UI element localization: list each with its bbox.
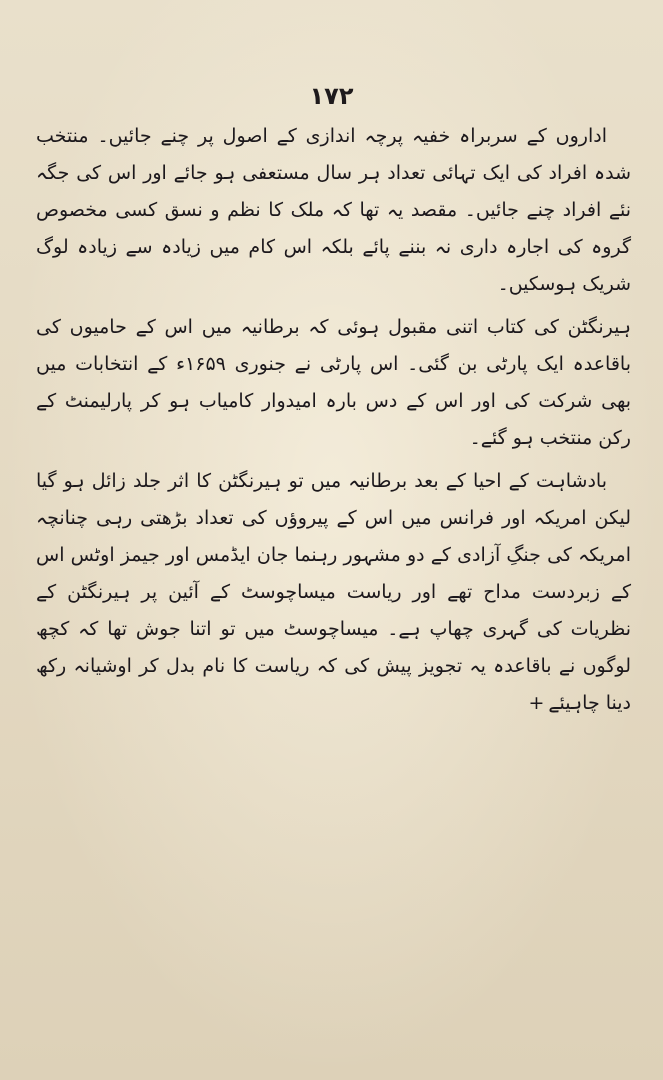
paragraph-2: ہیرنگٹن کی کتاب اتنی مقبول ہوئی کہ برطانیہ میں اس کے حامیوں کی باقاعدہ ایک پارٹی بن گئی۔ اس پارٹی نے جنوری ۱۶۵۹ء کے انتخابات میں بھی شرکت کی اور اس کے دس بارہ امیدوار کامیاب ہو کر پارلیمنٹ کے رکن منتخب ہو گئے۔	[36, 316, 631, 449]
paragraph-3-text: بادشاہت کے احیا کے بعد برطانیہ میں تو ہیرنگٹن کا اثر جلد زائل ہو گیا لیکن امریکہ اور فرانس میں اس کے پیروؤں کی تعداد بڑھتی رہی چنانچہ امریکہ کی جنگِ آزادی کے دو مشہور رہنما جان ایڈمس اور جیمز اوٹس اس کے زبردست مداح تھے اور ریاست میساچوسٹ کے آئین پر ہیرنگٹن کے نظریات کی گہری چھاپ ہے۔ میساچوسٹ میں تو اتنا جوش تھا کہ کچھ لوگوں نے باقاعدہ یہ تجویز پیش کی کہ ریاست کا نام بدل کر اوشیانہ رکھ دینا چاہیئے	[36, 470, 631, 714]
paragraph-3	[36, 463, 631, 722]
page-number: ۱۷۲	[309, 82, 354, 110]
body-text	[36, 118, 631, 728]
paragraph-1: اداروں کے سربراہ خفیہ پرچہ اندازی کے اصول پر چنے جائیں۔ منتخب شدہ افراد کی ایک تہائی تعداد ہر سال مستعفی ہو جائے اور اس کی جگہ نئے افراد چنے جائیں۔ مقصد یہ تھا کہ ملک کا نظم و نسق کسی مخصوص گروہ کی اجارہ داری نہ بننے پائے بلکہ اس کام میں زیادہ سے زیادہ لوگ شریک ہوسکیں۔	[36, 125, 631, 295]
end-mark: +	[528, 692, 545, 714]
